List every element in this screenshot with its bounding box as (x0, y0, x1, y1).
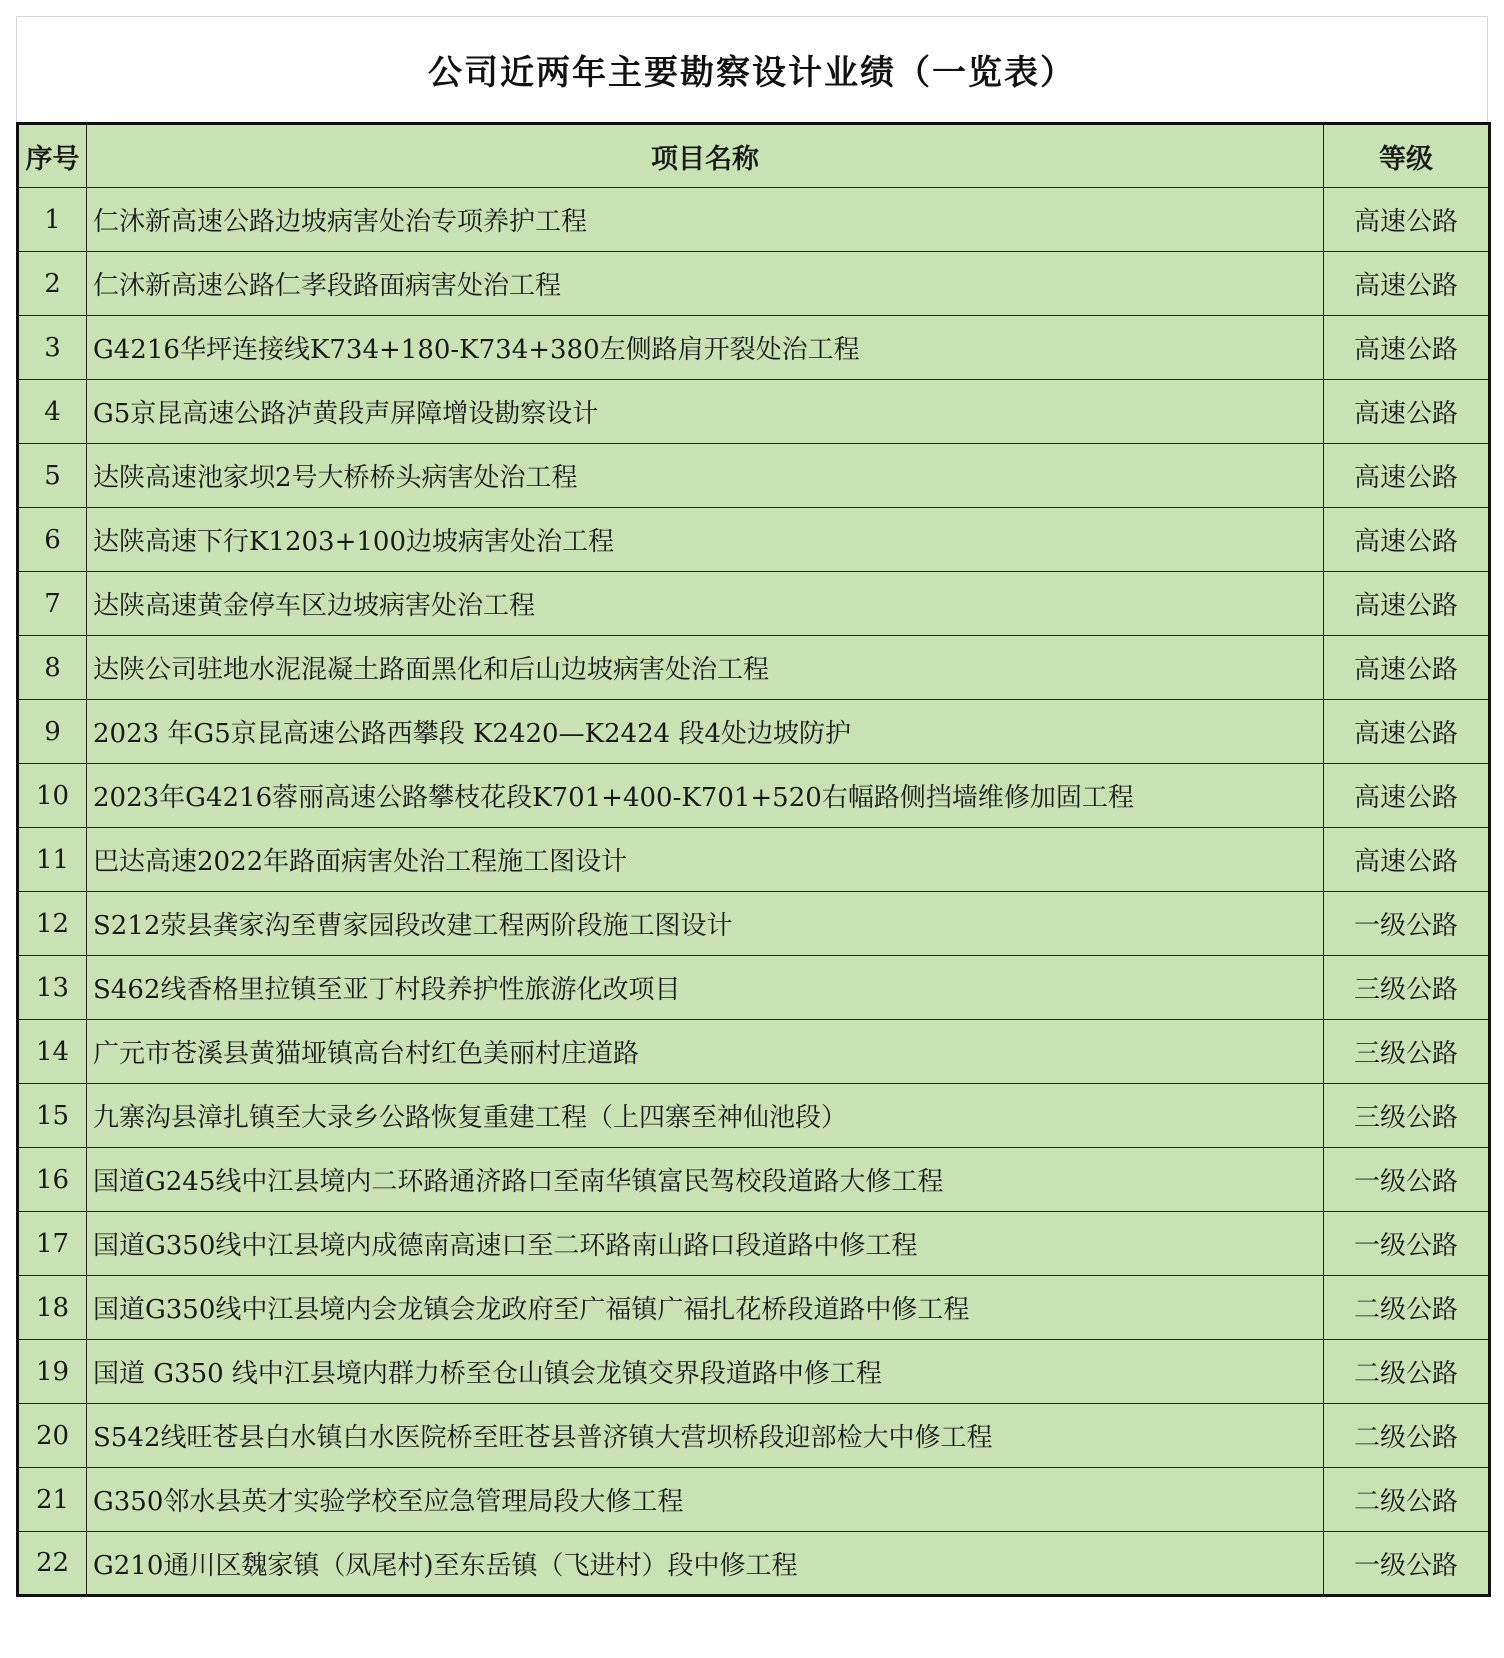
row-grade-cell: 二级公路 (1324, 1276, 1490, 1340)
table-row (18, 1468, 1490, 1532)
row-grade-cell: 高速公路 (1324, 508, 1490, 572)
row-grade-cell: 三级公路 (1324, 956, 1490, 1020)
row-project-name-cell: S212荥县龚家沟至曹家园段改建工程两阶段施工图设计 (87, 892, 1324, 956)
row-project-name-cell: G350邻水县英才实验学校至应急管理局段大修工程 (87, 1468, 1324, 1532)
header-index: 序号 (18, 124, 87, 188)
row-project-name-cell: 2023年G4216蓉丽高速公路攀枝花段K701+400-K701+520右幅路侧挡墙维修加固工程 (87, 764, 1324, 828)
header-name: 项目名称 (87, 124, 1324, 188)
table-row (18, 444, 1490, 508)
row-grade-cell: 高速公路 (1324, 572, 1490, 636)
table-row (18, 1532, 1490, 1596)
row-project-name-cell: G5京昆高速公路泸黄段声屏障增设勘察设计 (87, 380, 1324, 444)
row-index-cell: 22 (18, 1532, 87, 1596)
table-row (18, 508, 1490, 572)
row-index-cell: 17 (18, 1212, 87, 1276)
row-index-cell: 1 (18, 188, 87, 252)
row-project-name-cell: 巴达高速2022年路面病害处治工程施工图设计 (87, 828, 1324, 892)
header-grade: 等级 (1324, 124, 1490, 188)
row-project-name-cell: 国道G350线中江县境内会龙镇会龙政府至广福镇广福扎花桥段道路中修工程 (87, 1276, 1324, 1340)
page-title: 公司近两年主要勘察设计业绩（一览表） (428, 53, 1076, 93)
row-project-name-cell: 达陕高速池家坝2号大桥桥头病害处治工程 (87, 444, 1324, 508)
row-index-cell: 9 (18, 700, 87, 764)
row-project-name-cell: G4216华坪连接线K734+180-K734+380左侧路肩开裂处治工程 (87, 316, 1324, 380)
table-row (18, 1276, 1490, 1340)
row-grade-cell: 一级公路 (1324, 1532, 1490, 1596)
table-row (18, 1148, 1490, 1212)
row-index-cell: 6 (18, 508, 87, 572)
row-project-name-cell: 国道 G350 线中江县境内群力桥至仓山镇会龙镇交界段道路中修工程 (87, 1340, 1324, 1404)
row-index-cell: 11 (18, 828, 87, 892)
row-grade-cell: 高速公路 (1324, 188, 1490, 252)
table-row (18, 252, 1490, 316)
row-project-name-cell: 达陕高速黄金停车区边坡病害处治工程 (87, 572, 1324, 636)
table-row (18, 956, 1490, 1020)
table-row (18, 1084, 1490, 1148)
row-grade-cell: 高速公路 (1324, 252, 1490, 316)
projects-table (16, 122, 1491, 1597)
row-grade-cell: 二级公路 (1324, 1340, 1490, 1404)
table-row (18, 764, 1490, 828)
row-grade-cell: 一级公路 (1324, 892, 1490, 956)
row-grade-cell: 二级公路 (1324, 1404, 1490, 1468)
row-index-cell: 5 (18, 444, 87, 508)
row-index-cell: 3 (18, 316, 87, 380)
row-grade-cell: 高速公路 (1324, 444, 1490, 508)
row-grade-cell: 一级公路 (1324, 1148, 1490, 1212)
row-grade-cell: 高速公路 (1324, 828, 1490, 892)
table-row (18, 188, 1490, 252)
row-project-name-cell: 达陕公司驻地水泥混凝土路面黑化和后山边坡病害处治工程 (87, 636, 1324, 700)
row-index-cell: 7 (18, 572, 87, 636)
row-project-name-cell: 九寨沟县漳扎镇至大录乡公路恢复重建工程（上四寨至神仙池段） (87, 1084, 1324, 1148)
table-row (18, 892, 1490, 956)
table-row (18, 316, 1490, 380)
row-index-cell: 12 (18, 892, 87, 956)
table-row (18, 700, 1490, 764)
row-index-cell: 10 (18, 764, 87, 828)
row-index-cell: 18 (18, 1276, 87, 1340)
table-row (18, 1340, 1490, 1404)
row-project-name-cell: G210通川区魏家镇（凤尾村)至东岳镇（飞进村）段中修工程 (87, 1532, 1324, 1596)
table-body (18, 188, 1490, 1596)
row-grade-cell: 高速公路 (1324, 380, 1490, 444)
row-grade-cell: 三级公路 (1324, 1084, 1490, 1148)
row-project-name-cell: 2023 年G5京昆高速公路西攀段 K2420—K2424 段4处边坡防护 (87, 700, 1324, 764)
row-grade-cell: 高速公路 (1324, 316, 1490, 380)
row-project-name-cell: 广元市苍溪县黄猫垭镇高台村红色美丽村庄道路 (87, 1020, 1324, 1084)
row-grade-cell: 高速公路 (1324, 636, 1490, 700)
row-project-name-cell: 国道G245线中江县境内二环路通济路口至南华镇富民驾校段道路大修工程 (87, 1148, 1324, 1212)
row-project-name-cell: 仁沐新高速公路边坡病害处治专项养护工程 (87, 188, 1324, 252)
row-index-cell: 19 (18, 1340, 87, 1404)
performance-sheet (16, 16, 1488, 1643)
table-row (18, 1020, 1490, 1084)
row-grade-cell: 三级公路 (1324, 1020, 1490, 1084)
row-project-name-cell: 国道G350线中江县境内成德南高速口至二环路南山路口段道路中修工程 (87, 1212, 1324, 1276)
row-index-cell: 16 (18, 1148, 87, 1212)
row-project-name-cell: 仁沐新高速公路仁孝段路面病害处治工程 (87, 252, 1324, 316)
row-grade-cell: 高速公路 (1324, 764, 1490, 828)
row-index-cell: 4 (18, 380, 87, 444)
row-index-cell: 20 (18, 1404, 87, 1468)
table-row (18, 380, 1490, 444)
row-project-name-cell: 达陕高速下行K1203+100边坡病害处治工程 (87, 508, 1324, 572)
table-row (18, 1404, 1490, 1468)
row-index-cell: 8 (18, 636, 87, 700)
row-grade-cell: 二级公路 (1324, 1468, 1490, 1532)
row-index-cell: 15 (18, 1084, 87, 1148)
table-row (18, 828, 1490, 892)
header-row (18, 124, 1490, 188)
row-grade-cell: 高速公路 (1324, 700, 1490, 764)
table-row (18, 572, 1490, 636)
table-row (18, 1212, 1490, 1276)
row-project-name-cell: S462线香格里拉镇至亚丁村段养护性旅游化改项目 (87, 956, 1324, 1020)
row-index-cell: 2 (18, 252, 87, 316)
title-bar (16, 16, 1488, 122)
row-index-cell: 21 (18, 1468, 87, 1532)
table-row (18, 636, 1490, 700)
row-index-cell: 14 (18, 1020, 87, 1084)
row-project-name-cell: S542线旺苍县白水镇白水医院桥至旺苍县普济镇大营坝桥段迎部检大中修工程 (87, 1404, 1324, 1468)
row-grade-cell: 一级公路 (1324, 1212, 1490, 1276)
row-index-cell: 13 (18, 956, 87, 1020)
